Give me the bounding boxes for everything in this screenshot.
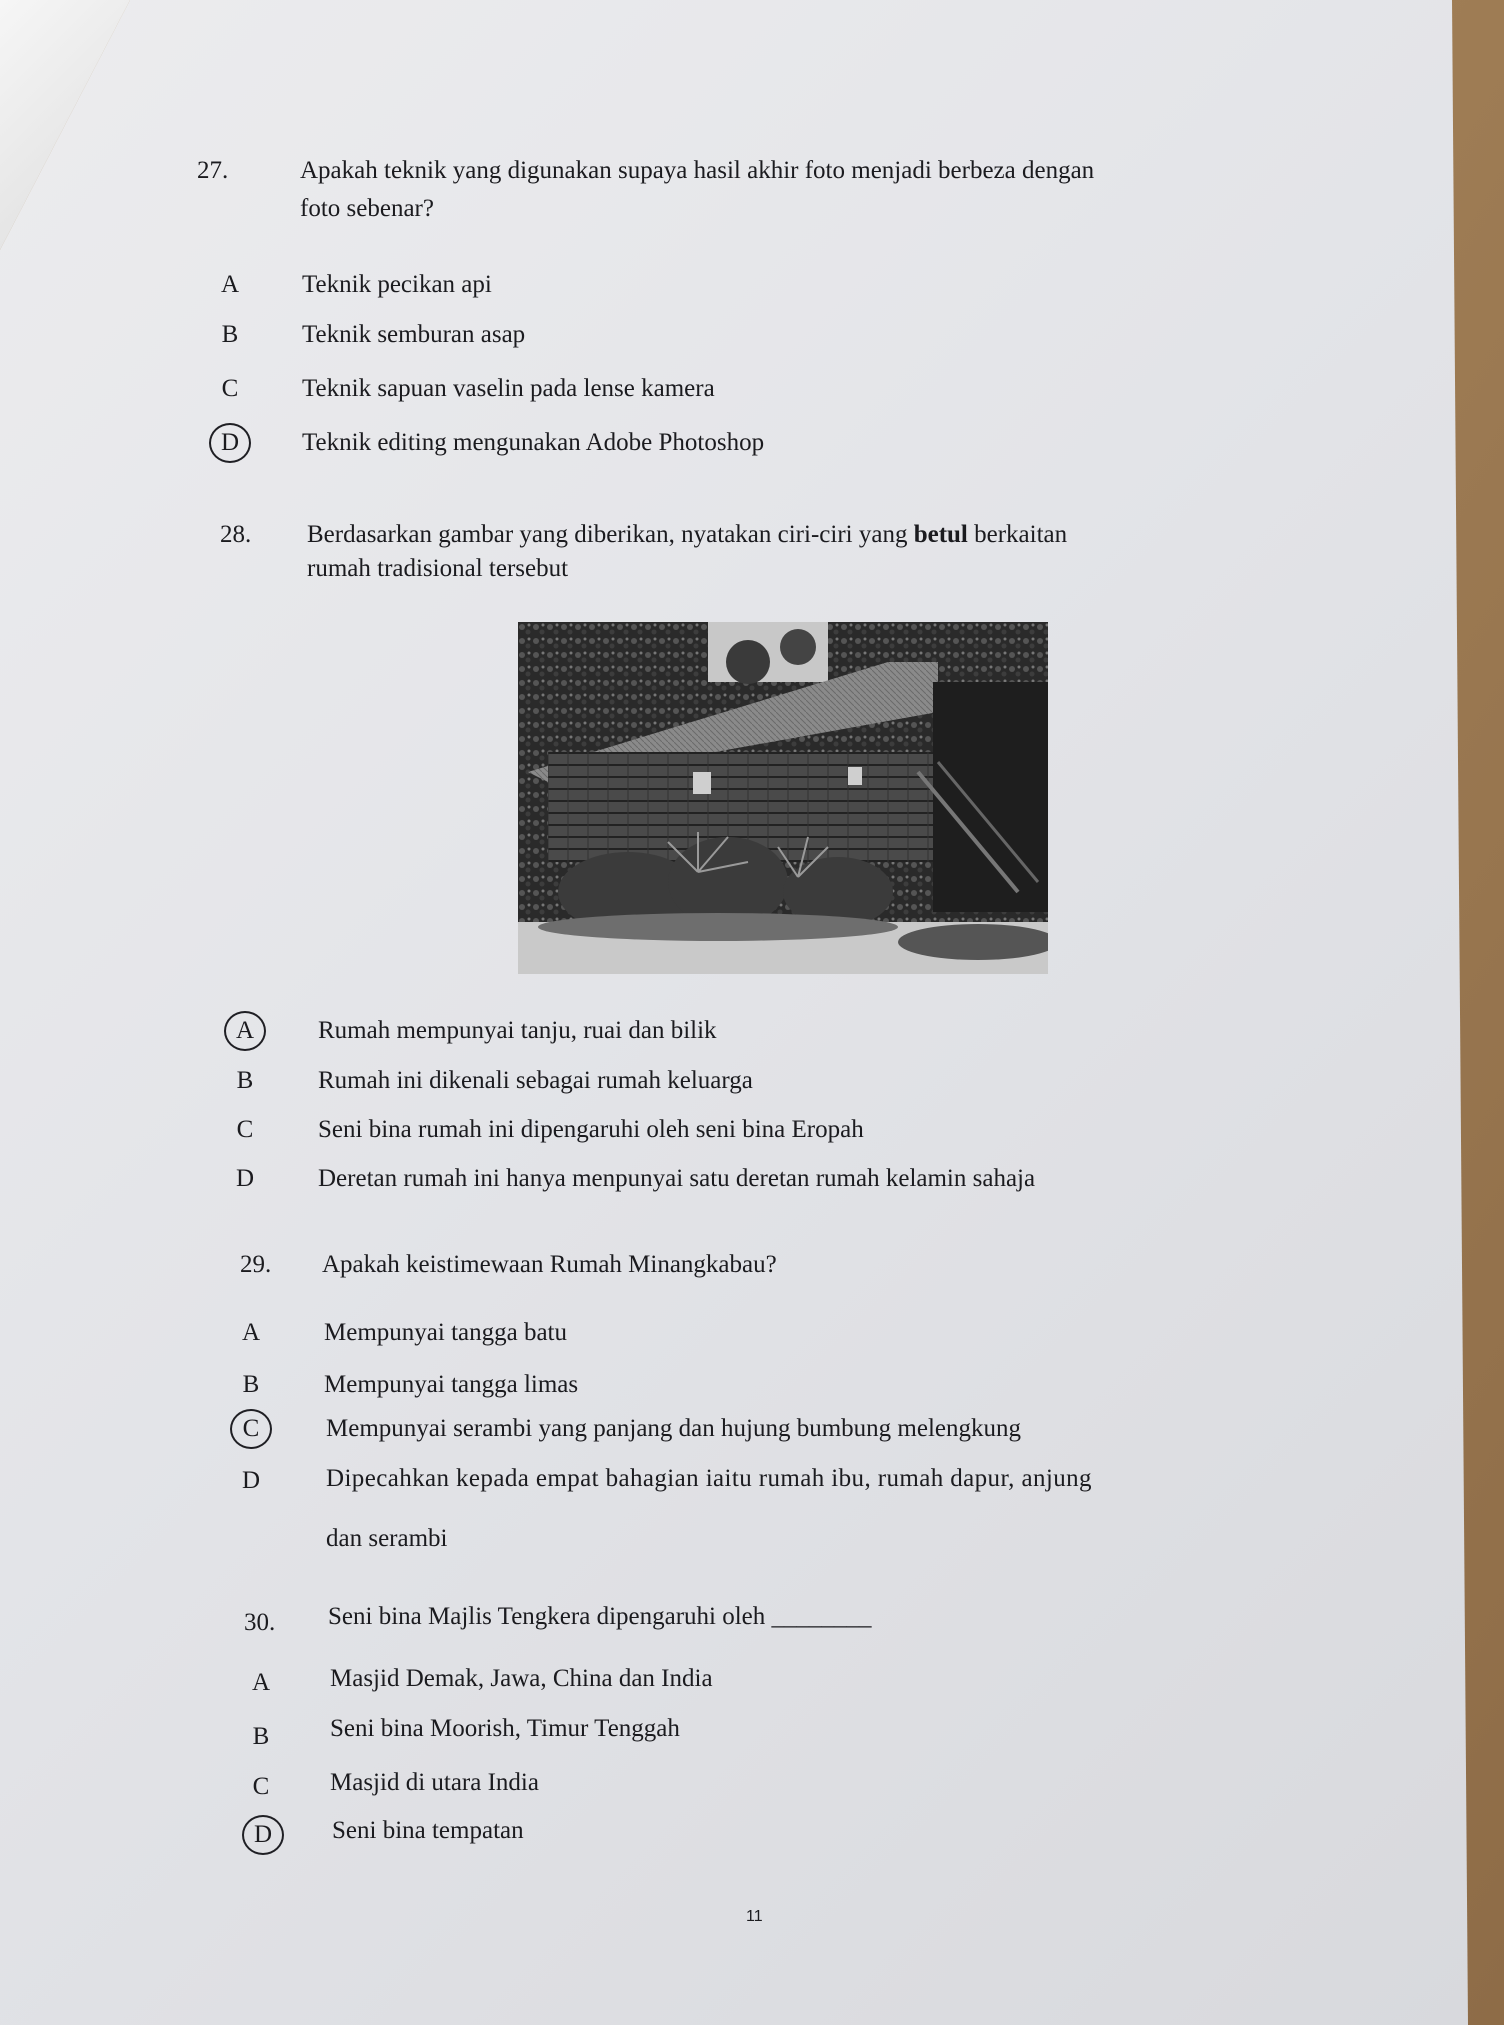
q27-option-c-letter[interactable]: C — [221, 375, 239, 402]
question-27-text-line1: Apakah teknik yang digunakan supaya hasil akhir foto menjadi berbeza dengan — [300, 157, 1095, 184]
q30-option-b-letter[interactable]: B — [252, 1723, 270, 1750]
q29-option-b-letter[interactable]: B — [242, 1371, 260, 1398]
page-number: 11 — [746, 1908, 763, 1925]
question-28-text-line1: Berdasarkan gambar yang diberikan, nyatakan ciri-ciri yang betul berkaitan — [307, 521, 1068, 548]
q27-option-a-letter[interactable]: A — [220, 271, 240, 298]
q29-option-c-letter-circled[interactable]: C — [236, 1416, 266, 1441]
q30-option-a-text: Masjid Demak, Jawa, China dan India — [330, 1665, 713, 1692]
answer-blank: ________ — [771, 1603, 872, 1630]
q30-option-b-text: Seni bina Moorish, Timur Tenggah — [330, 1715, 680, 1742]
question-27-text-line2: foto sebenar? — [300, 195, 434, 222]
q28-option-b-letter[interactable]: B — [236, 1067, 254, 1094]
q27-option-a-text: Teknik pecikan api — [302, 271, 492, 298]
question-29-text-line1: Apakah keistimewaan Rumah Minangkabau? — [322, 1251, 777, 1278]
q29-option-d-text-line2: dan serambi — [326, 1525, 448, 1552]
q30-option-d-letter-circled[interactable]: D — [248, 1822, 278, 1847]
question-28-text-line2: rumah tradisional tersebut — [307, 555, 569, 582]
question-28-number: 28. — [220, 521, 252, 548]
q29-option-d-letter[interactable]: D — [241, 1467, 261, 1494]
q30-option-c-letter[interactable]: C — [252, 1773, 270, 1800]
question-30-number: 30. — [244, 1609, 276, 1636]
q28-option-a-text: Rumah mempunyai tanju, ruai dan bilik — [318, 1017, 717, 1044]
q28-option-c-text: Seni bina rumah ini dipengaruhi oleh seni bina Eropah — [318, 1116, 864, 1143]
q30-option-d-text: Seni bina tempatan — [332, 1817, 524, 1844]
traditional-longhouse-photo — [518, 622, 1048, 974]
question-29-number: 29. — [240, 1251, 272, 1278]
q29-option-d-text: Dipecahkan kepada empat bahagian iaitu rumah ibu, rumah dapur, anjung — [326, 1465, 1092, 1492]
q27-option-d-letter-circled[interactable]: D — [215, 430, 245, 455]
q28-option-b-text: Rumah ini dikenali sebagai rumah keluarga — [318, 1067, 753, 1094]
q30-option-c-text: Masjid di utara India — [330, 1769, 539, 1796]
q30-option-a-letter[interactable]: A — [251, 1669, 271, 1696]
q27-option-c-text: Teknik sapuan vaselin pada lense kamera — [302, 375, 715, 402]
q28-option-d-letter[interactable]: D — [235, 1165, 255, 1192]
q29-option-a-text: Mempunyai tangga batu — [324, 1319, 567, 1346]
q28-option-c-letter[interactable]: C — [236, 1116, 254, 1143]
q28-option-a-letter-circled[interactable]: A — [230, 1018, 260, 1043]
q29-option-a-letter[interactable]: A — [241, 1319, 261, 1346]
question-27-number: 27. — [197, 157, 229, 184]
q27-option-b-letter[interactable]: B — [221, 321, 239, 348]
q27-option-d-text: Teknik editing mengunakan Adobe Photoshop — [302, 429, 765, 456]
q29-option-b-text: Mempunyai tangga limas — [324, 1371, 579, 1398]
question-30-text-line1: Seni bina Majlis Tengkera dipengaruhi oleh ________ — [328, 1603, 872, 1630]
bold-betul: betul — [913, 521, 968, 548]
q29-option-c-text: Mempunyai serambi yang panjang dan hujung bumbung melengkung — [326, 1415, 1022, 1442]
q27-option-b-text: Teknik semburan asap — [302, 321, 526, 348]
q28-option-d-text: Deretan rumah ini hanya menpunyai satu deretan rumah kelamin sahaja — [318, 1165, 1036, 1192]
